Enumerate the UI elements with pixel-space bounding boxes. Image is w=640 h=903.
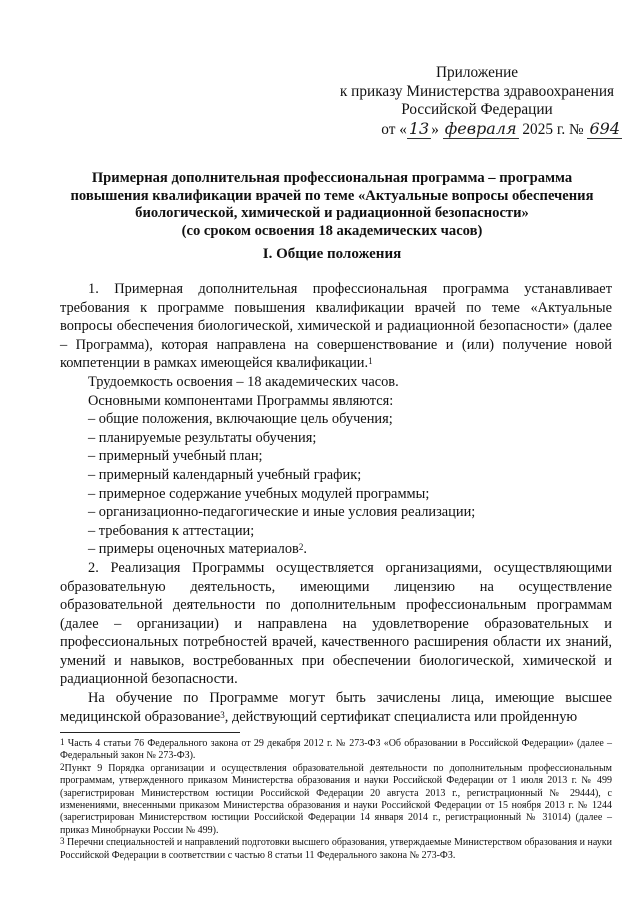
- footnote-1: [60, 738, 612, 763]
- footnote-divider: [60, 732, 240, 733]
- list-item: – организационно-педагогические и иные условия реализации;: [88, 504, 476, 521]
- list-item: – примерное содержание учебных модулей программы;: [88, 485, 430, 502]
- approval-block: [332, 64, 622, 139]
- footnote-3: [60, 837, 612, 862]
- handwritten-order-number: 694: [589, 118, 620, 138]
- paragraph-1-text: 1. Примерная дополнительная профессиональная программа устанавливает требования к программе повышения квалификации врачей по теме «Актуальные вопросы обеспечения биологической, химической и радиационной безопасности» (далее – Программа), которая направлена на совершенствование и (или) получение новой компетенции в рамках имеющейся квалификации.: [60, 281, 612, 372]
- date-prefix: от «: [381, 120, 407, 138]
- handwritten-month: февраля: [444, 118, 517, 138]
- approval-label: Приложение: [435, 64, 519, 81]
- list-item: – общие положения, включающие цель обучения;: [88, 411, 393, 428]
- footnote-ref-1: 1: [368, 356, 373, 367]
- footnote-2-text: Пункт 9 Порядка организации и осуществления образовательной деятельности по дополнительным профессиональным программам, утвержденного приказом Министерства образования и науки Российской Федерации от 1 июля 2013 г. № 499 (зарегистрирован Министерством юстиции Российской Федерации 20 августа 2013 г., регистрационный № 29444), с изменениями, внесенными приказом Министерства образования и науки Российской Федерации от 15 ноября 2013 г. № 1244 (зарегистрирован Министерством юстиции Российской Федерации 14 января 2014 г., регистрационный № 31014) (далее – приказ Минобрнауки России № 499).: [60, 762, 612, 836]
- footnote-2-mark: 2: [60, 761, 65, 772]
- section-heading: I. Общие положения: [262, 246, 402, 262]
- footnote-3-mark: 3: [60, 836, 65, 847]
- handwritten-day: 13: [408, 118, 430, 138]
- approval-country: Российской Федерации: [401, 101, 553, 118]
- footnote-3-text: Перечни специальностей и направлений подготовки высшего образования, утверждаемые Министерством образования и науки Российской Федерации в соответствии с частью 8 статьи 11 Федерального закона № 273-ФЗ.: [60, 837, 612, 861]
- list-item: – требования к аттестации;: [88, 522, 255, 539]
- footnotes: [60, 738, 612, 862]
- title-line-2: повышения квалификации врачей по теме «Актуальные вопросы обеспечения: [70, 187, 594, 204]
- paragraph-5-text-b: , действующий сертификат специалиста или пройденную: [224, 708, 578, 725]
- footnote-ref-3: 3: [220, 709, 225, 720]
- footnote-1-mark: 1: [60, 737, 65, 747]
- title-line-4: (со сроком освоения 18 академических часов): [181, 222, 483, 239]
- paragraph-1: [60, 280, 612, 373]
- paragraph-2: Трудоемкость освоения – 18 академических часов.: [88, 373, 399, 390]
- title-line-1: Примерная дополнительная профессиональная программа – программа: [91, 170, 573, 186]
- paragraph-4: 2. Реализация Программы осуществляется организациями, осуществляющими образовательную деятельность, имеющими лицензию на осуществление образовательной деятельности по дополнительным профессиональным программам (далее – организации) и направлена на удовлетворение образовательных и профессиональных потребностей врачей, качественного расширения области их знаний, умений и навыков, востребованных при обеспечении биологической, химической и радиационной безопасности.: [60, 559, 612, 688]
- footnote-1-text: Часть 4 статьи 76 Федерального закона от 29 декабря 2012 г. № 273-ФЗ «Об образовании в Российской Федерации» (далее – Федеральный закон № 273-ФЗ).: [60, 738, 612, 762]
- document-body: [60, 280, 612, 726]
- date-year: 2025 г. №: [522, 120, 584, 138]
- list-item: – примерный календарный учебный график;: [88, 466, 362, 483]
- footnote-ref-2: 2: [298, 542, 304, 553]
- footnote-2: [60, 763, 612, 837]
- list-item-text: – примеры оценочных материалов: [88, 541, 299, 558]
- document-title: [52, 170, 612, 240]
- paragraph-3: Основными компонентами Программы являются:: [88, 392, 394, 409]
- list-item: – планируемые результаты обучения;: [88, 429, 317, 446]
- list-item: – примерный учебный план;: [88, 448, 263, 465]
- list-item: [60, 540, 612, 559]
- title-line-3: биологической, химической и радиационной безопасности»: [135, 205, 529, 222]
- list-item-end: .: [303, 541, 307, 558]
- paragraph-5-text-a: На обучение по Программе могут быть зачислены лица, имеющие высшее медицинской образование: [60, 690, 612, 725]
- approval-order-line: к приказу Министерства здравоохранения: [339, 82, 615, 100]
- approval-date-line: от « 13 » февраля 2025 г. № 694: [381, 118, 620, 138]
- paragraph-5: [60, 689, 612, 726]
